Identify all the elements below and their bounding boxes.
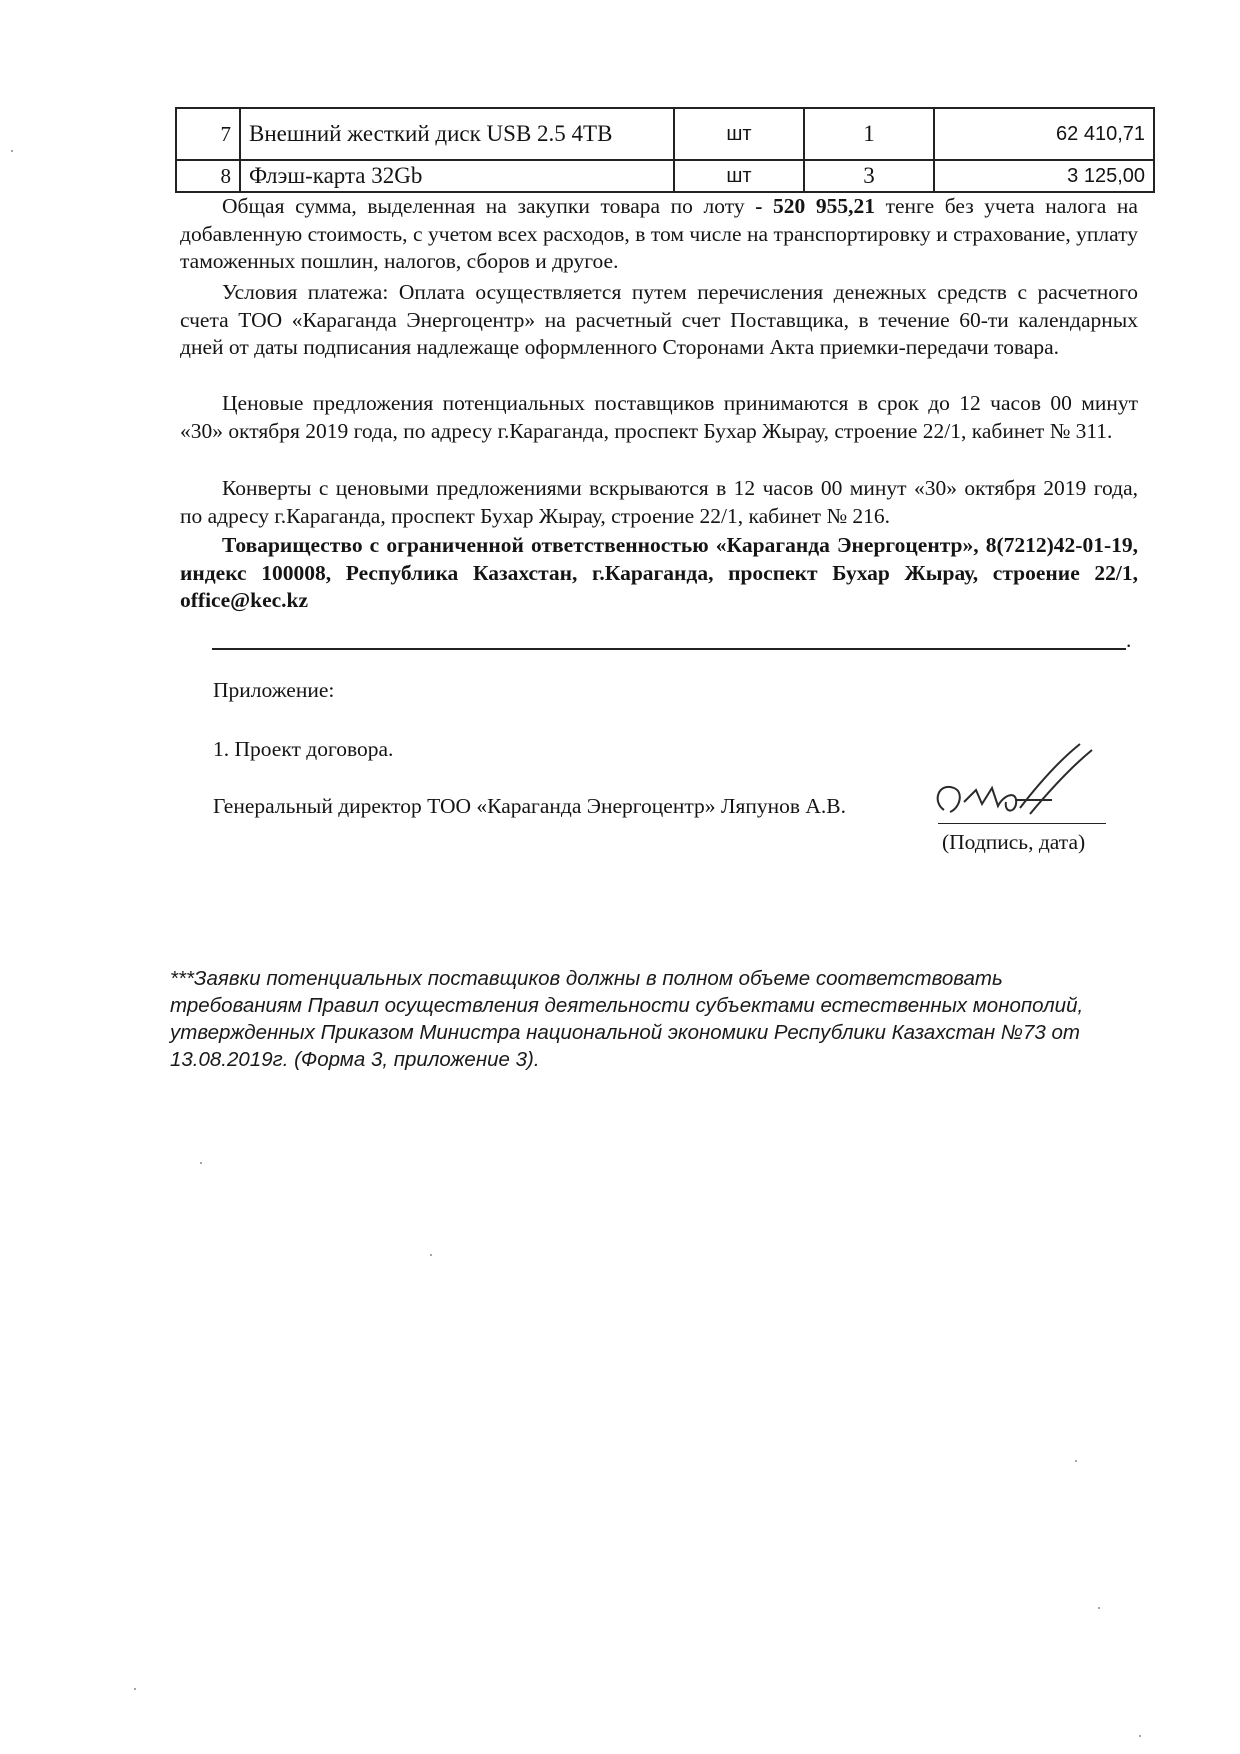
signature-caption: (Подпись, дата)	[942, 830, 1086, 854]
deadline-paragraph: Ценовые предложения потенциальных поставщиков принимаются в срок до 12 часов 00 минут «30» октября 2019 года, по адресу г.Караганда, проспект Бухар Жырау, строение 22/1, кабинет № 311.	[180, 391, 1138, 443]
total-lead-text: Общая сумма, выделенная на закупки товара по лоту	[222, 194, 756, 218]
scan-speck	[200, 1162, 202, 1164]
scan-speck	[134, 1688, 136, 1690]
item-name: Внешний жесткий диск USB 2.5 4TB	[240, 108, 674, 160]
appendix-item: 1. Проект договора.	[213, 737, 394, 761]
scan-speck	[1098, 1607, 1100, 1609]
total-amount: - 520 955,21	[755, 194, 875, 218]
scan-speck	[11, 150, 13, 152]
scan-speck	[430, 1254, 432, 1256]
total-amount-paragraph	[180, 193, 1138, 276]
footnote: ***Заявки потенциальных поставщиков должны в полном объеме соответствовать требованиям Правил осуществления деятельности субъектами естественных монополий, утвержденных Приказом Министра национальной экономики Республики Казахстан №73 от 13.08.2019г. (Форма 3, приложение 3).	[170, 967, 1084, 1071]
item-quantity: 3	[804, 160, 934, 192]
item-quantity: 1	[804, 108, 934, 160]
signatory-line: Генеральный директор ТОО «Караганда Энергоцентр» Ляпунов А.В.	[213, 794, 847, 818]
item-unit: шт	[674, 160, 804, 192]
items-table	[175, 107, 1155, 193]
opening-paragraph: Конверты с ценовыми предложениями вскрываются в 12 часов 00 минут «30» октября 2019 года, по адресу г.Караганда, проспект Бухар Жырау, строение 22/1, кабинет № 216.	[180, 476, 1138, 528]
item-price: 3 125,00	[934, 160, 1154, 192]
item-name: Флэш-карта 32Gb	[240, 160, 674, 192]
appendix-label: Приложение:	[213, 678, 335, 702]
table-row	[176, 108, 1154, 160]
scan-speck	[1075, 1460, 1077, 1462]
item-price: 62 410,71	[934, 108, 1154, 160]
item-number: 8	[176, 160, 240, 192]
item-number: 7	[176, 108, 240, 160]
total-tail-text: тенге без учета налога на добавленную стоимость, с учетом всех расходов, в том числе на транспортировку и страхование, уплату таможенных пошлин, налогов, сборов и другое.	[180, 194, 1138, 273]
scan-speck	[1139, 1735, 1141, 1737]
signature-mark	[920, 742, 1110, 832]
item-unit: шт	[674, 108, 804, 160]
organizer-paragraph: Товарищество с ограниченной ответственностью «Караганда Энергоцентр», 8(7212)42-01-19, индекс 100008, Республика Казахстан, г.Караганда, проспект Бухар Жырау, строение 22/1, office@kec.kz	[180, 533, 1138, 612]
line-end-mark: .	[1126, 628, 1132, 652]
table-row	[176, 160, 1154, 192]
divider-line	[212, 648, 1126, 650]
payment-terms-paragraph: Условия платежа: Оплата осуществляется путем перечисления денежных средств с расчетного счета ТОО «Караганда Энергоцентр» на расчетный счет Поставщика, в течение 60-ти календарных дней от даты подписания надлежаще оформленного Сторонами Акта приемки-передачи товара.	[180, 280, 1138, 359]
